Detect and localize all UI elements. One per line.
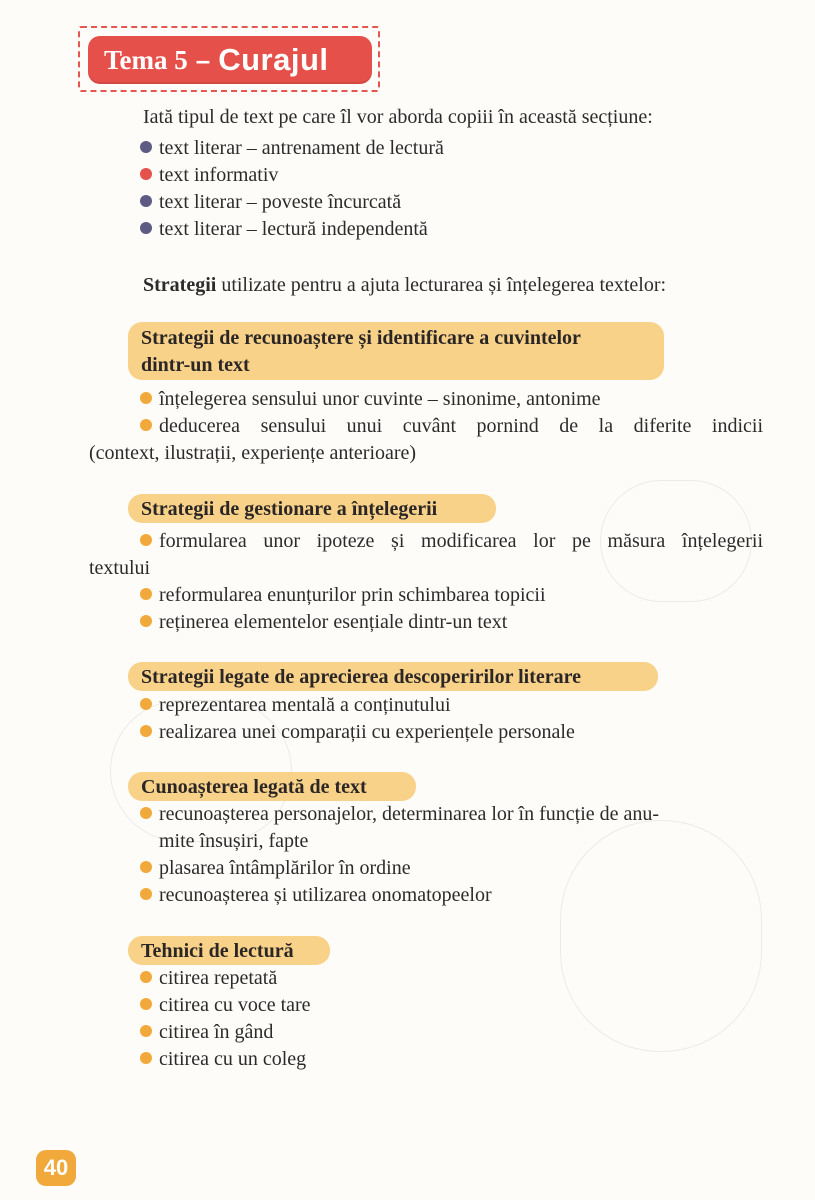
- section-item-label: plasarea întâmplărilor în ordine: [159, 857, 411, 879]
- section-item-label: recunoașterea și utilizarea onomatopeelor: [159, 884, 492, 906]
- section-item-label: citirea cu un coleg: [159, 1048, 307, 1070]
- title-word: Curajul: [218, 42, 329, 77]
- bullet-dot: [140, 168, 152, 180]
- section-item: [140, 692, 451, 718]
- section-item: [140, 719, 575, 745]
- section-heading: Strategii de gestionare a înțelegerii: [141, 498, 438, 520]
- intro-item: [140, 216, 428, 242]
- bullet-dot: [140, 807, 152, 819]
- section-item: [140, 528, 763, 554]
- intro-item: [140, 189, 401, 215]
- section-item: [140, 386, 601, 412]
- intro-item-label: text informativ: [159, 164, 279, 186]
- section-heading: Strategii de recunoaștere și identificare a cuvintelor: [141, 327, 581, 349]
- intro-text: Iată tipul de text pe care îl vor aborda copiii în această secțiune:: [143, 106, 653, 128]
- bullet-dot: [140, 971, 152, 983]
- section-item-label: înțelegerea sensului unor cuvinte – sinonime, antonime: [159, 388, 601, 410]
- intro-item: [140, 162, 278, 188]
- section-item-label: citirea în gând: [159, 1021, 274, 1043]
- bullet-dot: [140, 615, 152, 627]
- section-heading: dintr-un text: [141, 354, 250, 376]
- show-through-shape: [560, 820, 762, 1052]
- section-item-label: realizarea unei comparații cu experiențele personale: [159, 721, 575, 743]
- strategies-intro-rest: utilizate pentru a ajuta lecturarea și înțelegerea textelor:: [216, 274, 667, 296]
- section-item: [140, 965, 277, 991]
- bullet-dot: [140, 392, 152, 404]
- section-item-label: deducerea sensului unui cuvânt pornind de la diferite indicii: [159, 415, 763, 437]
- section-item: [140, 992, 311, 1018]
- bullet-dot: [140, 998, 152, 1010]
- section-heading: Strategii legate de aprecierea descoperirilor literare: [141, 666, 582, 688]
- section-item-label: reprezentarea mentală a conținutului: [159, 694, 451, 716]
- section-item: [140, 1019, 273, 1045]
- intro-item: [140, 135, 444, 161]
- intro-item-label: text literar – lectură independentă: [159, 218, 428, 240]
- bullet-dot: [140, 1025, 152, 1037]
- intro-item-label: text literar – antrenament de lectură: [159, 137, 444, 159]
- section-item-continuation: textului: [89, 557, 151, 579]
- intro-item-label: text literar – poveste încurcată: [159, 191, 402, 213]
- bullet-dot: [140, 222, 152, 234]
- bullet-dot: [140, 861, 152, 873]
- section-item-label: citirea cu voce tare: [159, 994, 311, 1016]
- section-item: [140, 1046, 306, 1072]
- section-item: [140, 882, 492, 908]
- section-item-label: formularea unor ipoteze și modificarea lor pe măsura înțelegerii: [159, 530, 763, 552]
- page-number: 40: [36, 1150, 76, 1186]
- section-item-continuation: (context, ilustrații, experiențe anterioare): [89, 442, 417, 464]
- bullet-dot: [140, 141, 152, 153]
- bullet-dot: [140, 698, 152, 710]
- section-item: [140, 801, 659, 827]
- section-heading: Cunoașterea legată de text: [141, 776, 367, 798]
- section-item: [140, 413, 763, 439]
- strategies-intro: [143, 272, 666, 298]
- section-item-label: reținerea elementelor esențiale dintr-un text: [159, 611, 508, 633]
- title-dash: –: [195, 44, 211, 75]
- bullet-dot: [140, 195, 152, 207]
- section-item-continuation: mite însușiri, fapte: [159, 830, 309, 852]
- section-heading: Tehnici de lectură: [141, 940, 294, 962]
- section-item: [140, 609, 507, 635]
- strategies-intro-bold: Strategii: [143, 274, 217, 296]
- bullet-dot: [140, 1052, 152, 1064]
- section-item: [140, 855, 411, 881]
- section-item-label: recunoașterea personajelor, determinarea lor în funcție de anu-: [159, 803, 660, 825]
- bullet-dot: [140, 725, 152, 737]
- bullet-dot: [140, 588, 152, 600]
- title-tema: Tema 5: [104, 44, 188, 75]
- page-title: [88, 36, 372, 84]
- section-item: [140, 582, 546, 608]
- section-item-label: reformularea enunțurilor prin schimbarea topicii: [159, 584, 546, 606]
- bullet-dot: [140, 534, 152, 546]
- bullet-dot: [140, 888, 152, 900]
- bullet-dot: [140, 419, 152, 431]
- section-item-label: citirea repetată: [159, 967, 278, 989]
